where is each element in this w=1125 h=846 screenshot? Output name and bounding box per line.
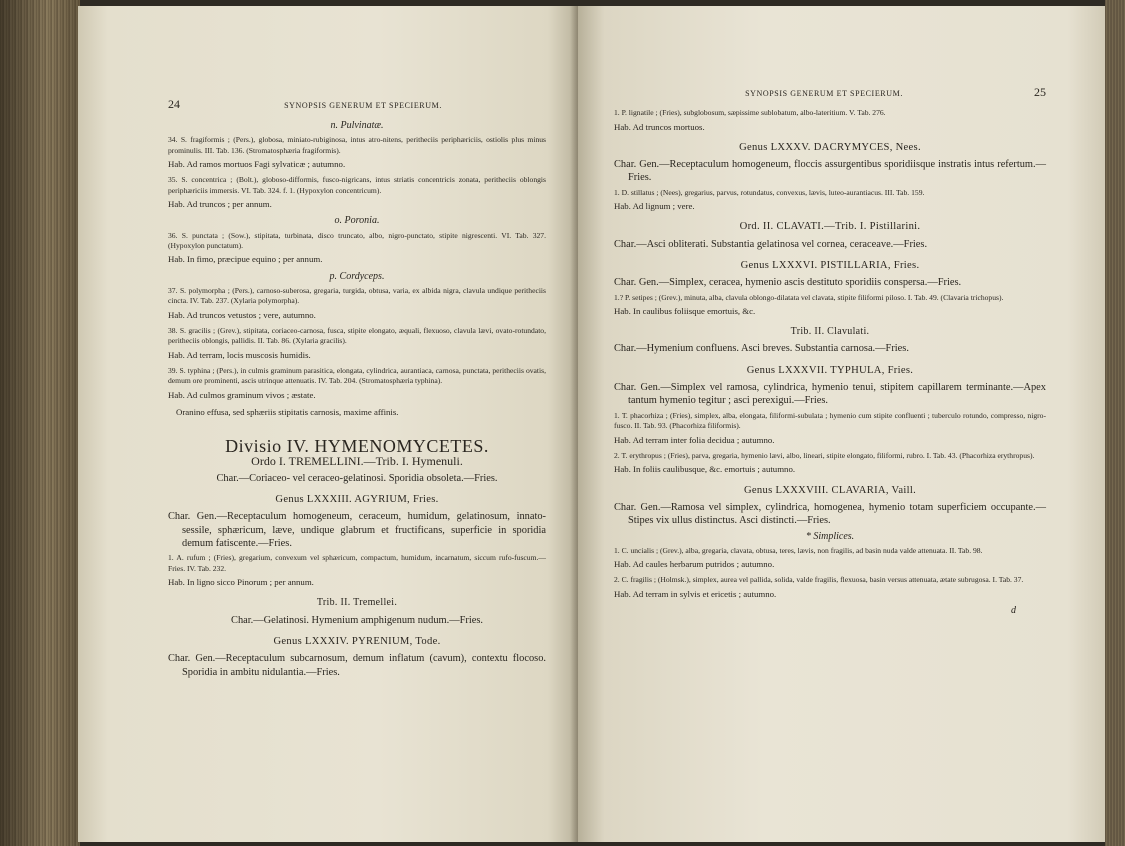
habitat-line: Hab. Ad terram in sylvis et ericetis ; autumno. <box>614 588 777 599</box>
habitat-line: Hab. In foliis caulibusque, &c. emortuis ; autumno. <box>614 464 796 475</box>
section-heading: o. Poronia. <box>334 215 380 227</box>
genus-heading: Genus LXXXIII. AGYRIUM, Fries. <box>275 493 439 505</box>
habitat-line: Hab. Ad terram inter folia decidua ; autumno. <box>614 434 775 445</box>
genus-character: Char. Gen.—Simplex vel ramosa, cylindrica, hymenio tenui, stipitem capillarem terminante.—Apex tantum hymenio tegitur ; asci perexigui.—Fries. <box>614 382 1046 407</box>
species-entry: 1. T. phacorhiza ; (Fries), simplex, alba, elongata, filiformi-subulata ; hymenio cum stipite confluenti ; tuberculo rotundo, compresso, nigro-fusco. II. Tab. 93. (Phacorhiza filiformis). <box>614 410 1046 431</box>
habitat-line: Hab. Ad terram, locis muscosis humidis. <box>168 349 311 360</box>
genus-heading: Genus LXXXVI. PISTILLARIA, Fries. <box>740 260 920 272</box>
ordo-heading: Ordo I. TREMELLINI.—Trib. I. Hymenuli. <box>251 454 463 469</box>
species-entry: 2. C. fragilis ; (Holmsk.), simplex, aurea vel pallida, solida, valde fragilis, flexuosa, basin versus attenuata, ætate subrugosa. I. Tab. 37. <box>614 575 1024 585</box>
running-head-left <box>168 98 546 112</box>
ordo-heading: Ord. II. CLAVATI.—Trib. I. Pistillarini. <box>739 221 921 233</box>
tribe-heading: Trib. II. Tremellei. <box>316 597 398 609</box>
species-entry: 1. D. stillatus ; (Nees), gregarius, parvus, rotundatus, convexus, lævis, luteo-aurantiacus. III. Tab. 159. <box>614 187 925 197</box>
book-page-edges-right <box>1105 0 1125 846</box>
habitat-line: Hab. In caulibus foliisque emortuis, &c. <box>614 306 756 317</box>
species-entry: 1.? P. setipes ; (Grev.), minuta, alba, clavula oblongo-dilatata vel clavata, stipite filiformi piloso. I. Tab. 49. (Clavaria trichopus). <box>614 292 1004 302</box>
tribe-heading: Trib. II. Clavulati. <box>790 326 870 338</box>
character-line: Char.—Asci obliterati. Substantia gelatinosa vel cornea, ceraceave.—Fries. <box>614 238 928 250</box>
running-head-title-right: SYNOPSIS GENERUM ET SPECIERUM. <box>745 89 903 98</box>
book-page-edges-left <box>0 0 80 846</box>
left-page <box>78 6 578 842</box>
character-line: Char.—Coriaceo- vel ceraceo-gelatinosi. Sporidia obsoleta.—Fries. <box>216 472 498 484</box>
division-heading: Divisio IV. HYMENOMYCETES. <box>225 436 489 457</box>
species-entry: 39. S. typhina ; (Pers.), in culmis graminum parasitica, elongata, cylindrica, aurantiaca, carnosa, punctata, peritheciis ovatis, demum ore prominenti, ascis utrinque attenuatis. IV. Tab. 204. (Stromatosphæria typhina). <box>168 365 546 386</box>
species-entry: 35. S. concentrica ; (Bolt.), globoso-difformis, fusco-nigricans, intus striatis concentricis zonata, peritheciis oblongis periphæriciis immersis. VI. Tab. 324. f. 1. (Hypoxylon concentricum). <box>168 175 546 195</box>
habitat-line: Hab. In fimo, præcipue equino ; per annum. <box>168 254 323 265</box>
running-head-title-left: SYNOPSIS GENERUM ET SPECIERUM. <box>284 101 442 110</box>
genus-character: Char. Gen.—Ramosa vel simplex, cylindrica, homogenea, hymenio totam superficiem occupante.—Stipes vix ullus distinctus. Asci distincti.—Fries. <box>614 501 1046 527</box>
page-number-left: 24 <box>168 97 180 111</box>
habitat-line: Hab. Ad truncos vetustos ; vere, autumno. <box>168 309 316 320</box>
habitat-line: Hab. Ad culmos graminum vivos ; æstate. <box>168 389 316 400</box>
genus-heading: Genus LXXXV. DACRYMYCES, Nees. <box>739 141 921 153</box>
running-head-right <box>614 86 1046 100</box>
genus-heading: Genus LXXXVII. TYPHULA, Fries. <box>746 364 914 376</box>
habitat-line: Hab. In ligno sicco Pinorum ; per annum. <box>168 577 314 588</box>
note-line: Oranino effusa, sed sphæriis stipitatis carnosis, maxime affinis. <box>176 406 399 417</box>
species-entry: 36. S. punctata ; (Sow.), stipitata, turbinata, disco truncato, albo, nigro-punctato, stipite nigrescenti. VI. Tab. 327. (Hypoxylon punctatum). <box>168 230 546 251</box>
character-line: Char.—Gelatinosi. Hymenium amphigenum nudum.—Fries. <box>231 614 483 626</box>
habitat-line: Hab. Ad truncos ; per annum. <box>168 199 272 210</box>
habitat-line: Hab. Ad caules herbarum putridos ; autumno. <box>614 559 775 570</box>
species-entry: 37. S. polymorpha ; (Pers.), carnoso-suberosa, gregaria, turgida, obtusa, varia, ex albida nigra, clavula undique peritheciis cincta. IV. Tab. 237. (Xylaria polymorpha). <box>168 285 546 306</box>
genus-character: Char. Gen.—Receptaculum subcarnosum, demum inflatum (cavum), contextu flocoso. Sporidia in ambitu nidulantia.—Fries. <box>168 653 546 678</box>
species-entry: 1. C. uncialis ; (Grev.), alba, gregaria, clavata, obtusa, teres, lævis, non fragilis, ad basin nuda valde attenuata. II. Tab. 98. <box>614 545 983 555</box>
signature-mark: d <box>1011 604 1016 616</box>
genus-character: Char. Gen.—Receptaculum homogeneum, floccis assurgentibus sporidiisque instratis intus refertum.—Fries. <box>614 159 1046 184</box>
species-entry: 1. A. rufum ; (Fries), gregarium, convexum vel sphæricum, compactum, humidum, incarnatum, siccum rufo-fuscum.—Fries. IV. Tab. 232. <box>168 553 546 573</box>
subsection-heading: * Simplices. <box>805 530 855 542</box>
genus-heading: Genus LXXXIV. PYRENIUM, Tode. <box>273 635 441 647</box>
species-entry: 2. T. erythropus ; (Fries), parva, gregaria, hymenio lævi, albo, lineari, stipite elongato, filiformi, rubro. I. Tab. 43. (Phacorhiza erythropus). <box>614 450 1035 460</box>
habitat-line: Hab. Ad truncos mortuos. <box>614 121 705 132</box>
genus-character: Char. Gen.—Receptaculum homogeneum, ceraceum, humidum, gelatinosum, innato-sessile, sphæricum, læve, undique glabrum et fructificans, superficie in sporidia demum fatiscente.—Fries. <box>168 511 546 549</box>
section-heading: n. Pulvinatæ. <box>330 120 384 132</box>
genus-character: Char. Gen.—Simplex, ceracea, hymenio ascis destituto sporidiis conspersa.—Fries. <box>614 277 962 289</box>
species-entry: 1. P. lignatile ; (Fries), subglobosum, sæpissime sublobatum, albo-lateritium. V. Tab. 276. <box>614 108 886 118</box>
left-page-text <box>168 98 546 682</box>
habitat-line: Hab. Ad ramos mortuos Fagi sylvaticæ ; autumno. <box>168 159 346 170</box>
species-entry: 34. S. fragiformis ; (Pers.), globosa, miniato-rubiginosa, intus atro-nitens, peritheciis periphæriciis, ostiolis plus minus prominulis. III. Tab. 136. (Stromatosphæria fragiformis). <box>168 135 546 155</box>
section-heading: p. Cordyceps. <box>329 270 385 282</box>
genus-heading: Genus LXXXVIII. CLAVARIA, Vaill. <box>743 484 917 496</box>
right-page <box>578 6 1110 842</box>
page-number-right: 25 <box>1034 85 1046 99</box>
character-line: Char.—Hymenium confluens. Asci breves. Substantia carnosa.—Fries. <box>614 343 909 355</box>
habitat-line: Hab. Ad lignum ; vere. <box>614 201 695 212</box>
species-entry: 38. S. gracilis ; (Grev.), stipitata, coriaceo-carnosa, fusca, stipite elongato, æquali, flexuoso, clavula lævi, ovato-rotundato, peritheciis oblongis, pallidis. II. Tab. 86. (Xylaria gracilis). <box>168 325 546 346</box>
right-page-text <box>614 86 1046 617</box>
